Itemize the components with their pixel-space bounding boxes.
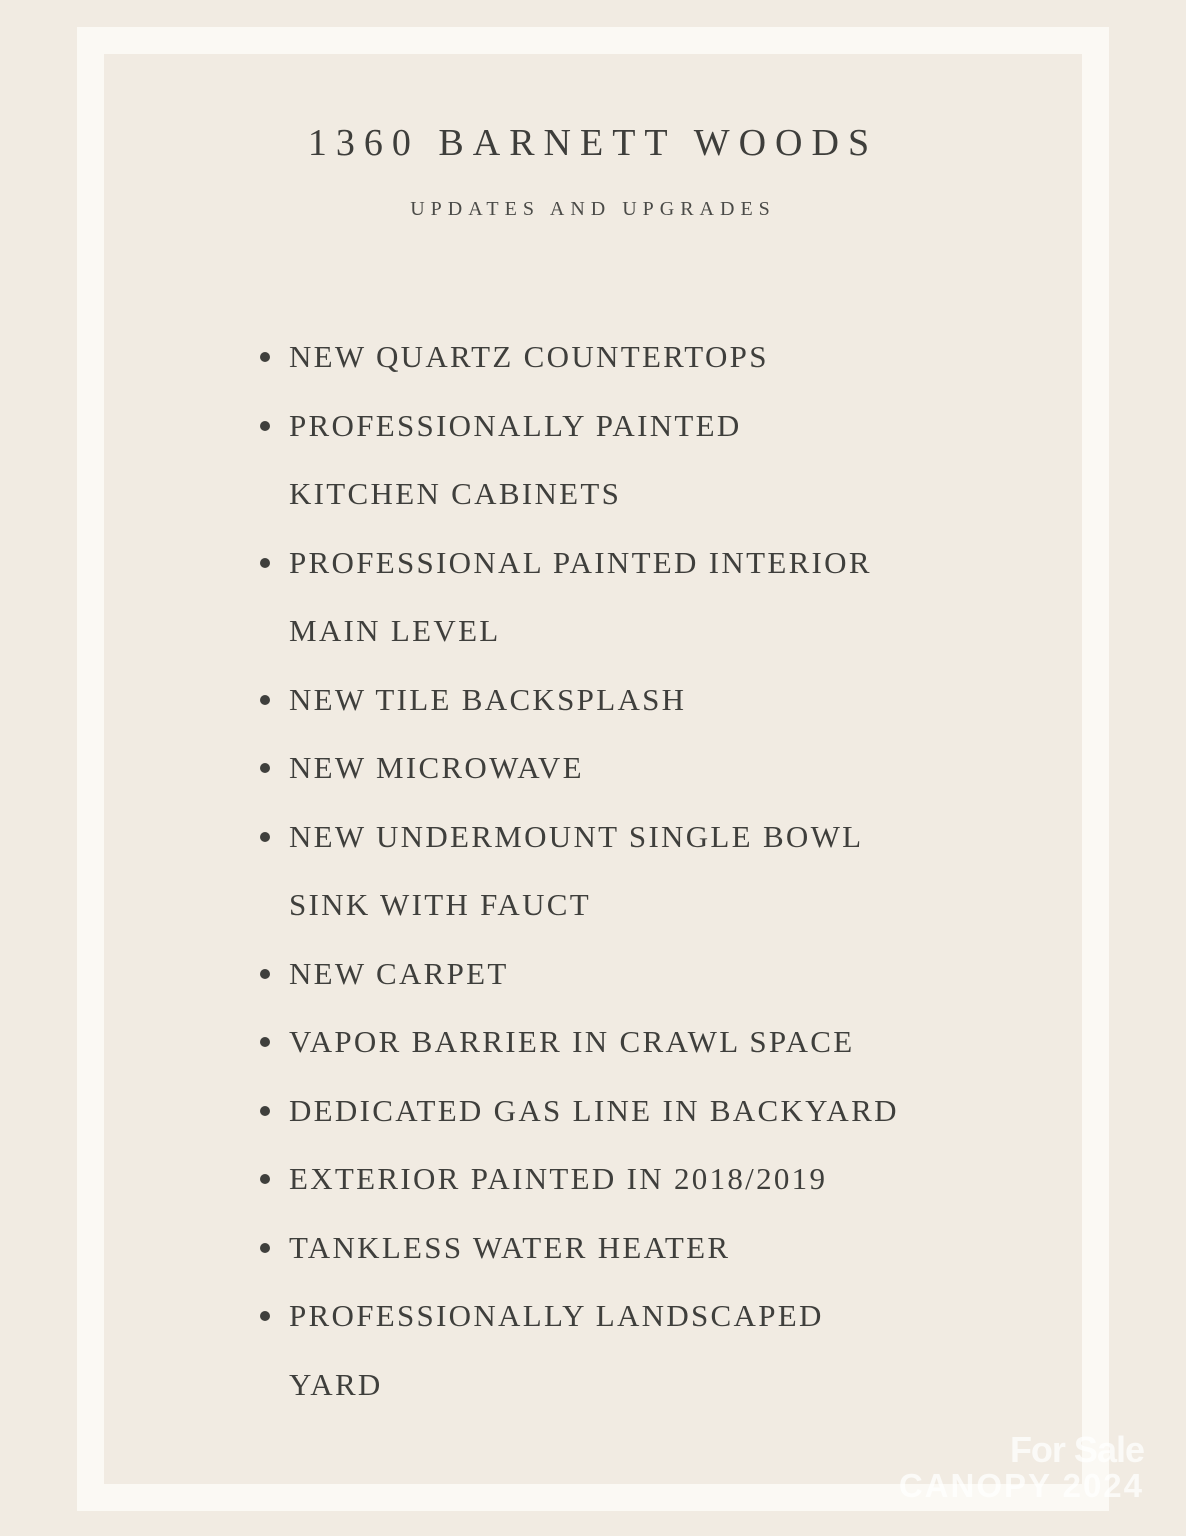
bullet-icon: [260, 1174, 270, 1184]
list-item: [258, 529, 978, 666]
bullet-icon: [260, 695, 270, 705]
bullet-icon: [260, 832, 270, 842]
list-item: [258, 1145, 978, 1214]
item-text-line: NEW QUARTZ COUNTERTOPS: [289, 339, 769, 374]
item-text-line: SINK WITH FAUCT: [289, 887, 592, 922]
item-text-line: PROFESSIONALLY PAINTED: [289, 407, 742, 443]
page-subtitle: UPDATES AND UPGRADES: [410, 198, 776, 220]
item-text-line: VAPOR BARRIER IN CRAWL SPACE: [289, 1024, 855, 1059]
list-item: [258, 1282, 978, 1419]
list-item: [258, 734, 978, 803]
item-text-line: NEW MICROWAVE: [289, 750, 584, 785]
watermark-line-2: CANOPY 2024: [898, 1467, 1144, 1504]
bullet-icon: [260, 421, 270, 431]
item-text-line: PROFESSIONAL PAINTED INTERIOR: [289, 544, 872, 580]
list-item: [258, 323, 978, 392]
item-text-line: EXTERIOR PAINTED IN 2018/2019: [289, 1161, 828, 1196]
bullet-icon: [260, 1037, 270, 1047]
list-item: [258, 940, 978, 1009]
bullet-icon: [260, 352, 270, 362]
bullet-icon: [260, 969, 270, 979]
list-item: [258, 666, 978, 735]
item-text-line: MAIN LEVEL: [289, 613, 501, 648]
watermark-line-1: For Sale: [1009, 1429, 1144, 1470]
list-item: [258, 1214, 978, 1283]
list-item: [258, 803, 978, 940]
item-text-line: YARD: [289, 1366, 383, 1402]
item-text-line: KITCHEN CABINETS: [289, 476, 622, 511]
item-text-line: NEW UNDERMOUNT SINGLE BOWL: [289, 818, 864, 854]
watermark: [898, 1429, 1144, 1504]
item-text-line: NEW TILE BACKSPLASH: [289, 681, 687, 717]
updates-list: [258, 323, 978, 1419]
bullet-icon: [260, 763, 270, 773]
bullet-icon: [260, 1106, 270, 1116]
item-text-line: PROFESSIONALLY LANDSCAPED: [289, 1298, 824, 1333]
page-title: 1360 BARNETT WOODS: [307, 122, 879, 164]
bullet-icon: [260, 1311, 270, 1321]
list-item: [258, 1008, 978, 1077]
item-text-line: NEW CARPET: [289, 955, 509, 991]
bullet-icon: [260, 1243, 270, 1253]
list-item: [258, 1077, 978, 1146]
item-text-line: DEDICATED GAS LINE IN BACKYARD: [289, 1092, 899, 1128]
list-item: [258, 392, 978, 529]
bullet-icon: [260, 558, 270, 568]
item-text-line: TANKLESS WATER HEATER: [289, 1229, 731, 1265]
